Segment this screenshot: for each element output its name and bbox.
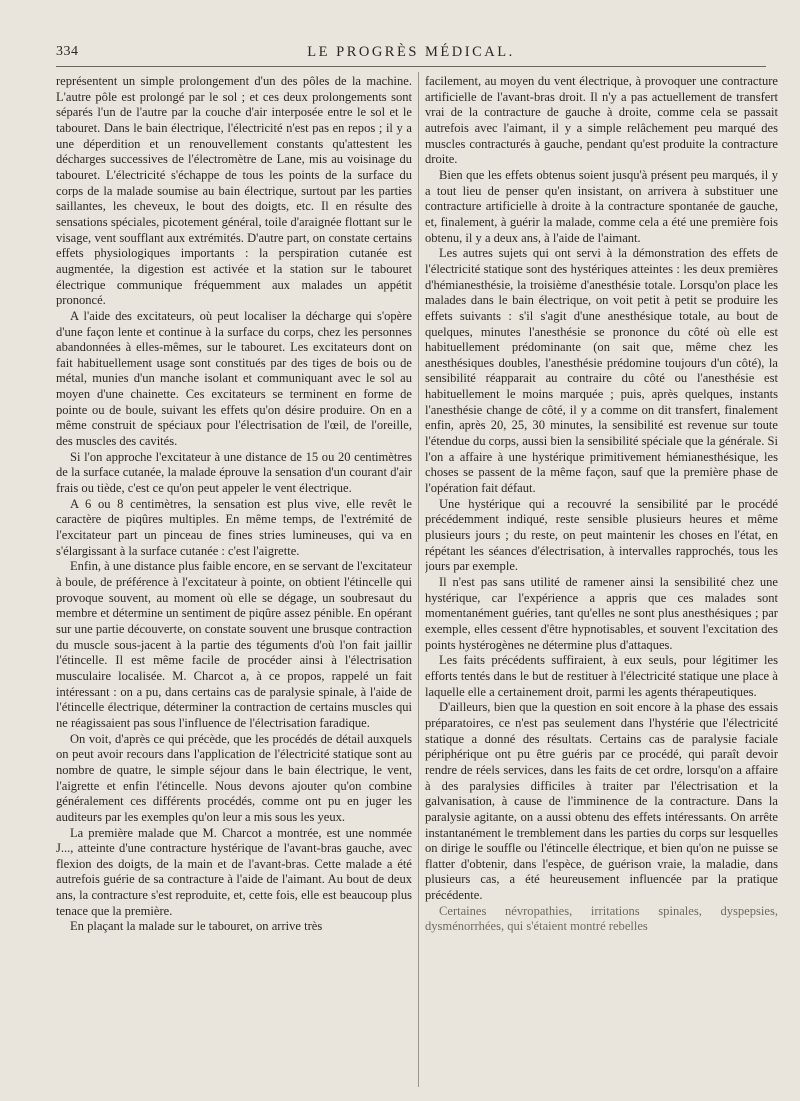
left-column xyxy=(56,74,412,1084)
paragraph: Les autres sujets qui ont servi à la démonstration des effets de l'électricité statique sont des hystériques atteintes : les deux premières d'hémianesthésie, la troisième d'anesthésie totale. Lorsqu'on place les malades dans le bain électrique, on voit petit à petit se produire les effets suivants : s'il s'agit d'une anesthésique totale, au bout de quelques, minutes l'anesthésie se prononce du côté où elle est habituellement prédominante (on sait que, même chez les anesthésiques doubles, l'anesthésie prédomine toujours d'un côté), la sensibilité réapparait au contraire du côté ou l'anesthésie est habituellement le moins marquée ; puis, après quelques, instants l'anesthésie change de côté, il y a comme on dit transfert, finalement enfin, après 20, 25, 30 minutes, la sensibilité est revenue sur toute l'étendue du corps, aussi bien la sensibilité spéciale que la générale. Si l'on a affaire à une hystérique primitivement hémianesthésique, les choses se passent de la même façon, sauf que la première phase de l'opération fait défaut. xyxy=(425,246,778,496)
paragraph: Bien que les effets obtenus soient jusqu'à présent peu marqués, il y a tout lieu de penser qu'en insistant, on arrivera à substituer une contracture artificielle à droite à la contracture spontanée de gauche, et, finalement, à guérir la malade, comme cela a été une première fois obtenu, il y a deux ans, à l'aide de l'aimant. xyxy=(425,167,778,245)
paragraph: On voit, d'après ce qui précède, que les procédés de détail auxquels on peut avoir recours dans l'application de l'électricité statique sont au nombre de quatre, le simple séjour dans le bain électrique, le vent, l'aigrette et enfin l'étincelle. Nous devons ajouter qu'on combine généralement ces différents procédés, comme ont pu en juger les auditeurs par les exemples qu'on leur a mis sous les yeux. xyxy=(56,731,412,824)
paragraph: représentent un simple prolongement d'un des pôles de la machine. L'autre pôle est prolongé par le sol ; et ces deux prolongements sont séparés l'un de l'autre par la couche d'air interposée entre le sol et le tabouret. Dans le bain électrique, l'électricité n'est pas en repos ; il y a une déperdition et un renouvellement constants qu'attestent les décharges successives de l'électromètre de Lane, mis au voisinage du tabouret. L'électricité s'échappe de tous les points de la surface du corps de la malade soumise au bain électrique, surtout par les parties saillantes, les cheveux, le bout des doigts, etc. Il en résulte des sensations spéciales, picotement général, toile d'araignée flottant sur le visage, vent soufflant aux extrémités. D'autre part, on constate certains effets physiologiques importants : la perspiration cutanée est augmentée, la digestion est activée et la station sur le tabouret électrique communique fréquemment aux malades un appétit prononcé. xyxy=(56,74,412,308)
page-number: 334 xyxy=(56,44,79,59)
column-divider xyxy=(418,72,419,1087)
page-header xyxy=(56,44,766,67)
paragraph: A 6 ou 8 centimètres, la sensation est plus vive, elle revêt le caractère de piqûres multiples. En même temps, de l'extrémité de l'excitateur part un pinceau de fines stries lumineuses, qui va en s'élargissant à la surface cutanée : c'est l'aigrette. xyxy=(56,496,412,558)
paragraph: A l'aide des excitateurs, où peut localiser la décharge qui s'opère d'une façon lente et continue à la surface du corps, chez les personnes abandonnées à elles-mêmes, sur le tabouret. Les excitateurs dont on fait habituellement usage sont constitués par des tiges de bois ou de métal, munies d'un manche isolant et communiquant avec le sol au moyen d'une chainette. Ces excitateurs se terminent en forme de pointe ou de boule, suivant les effets qu'on désire produire. On en a même construit de spéciaux pour l'électrisation de l'œil, de l'oreille, des muscles des cavités. xyxy=(56,308,412,449)
paragraph: Il n'est pas sans utilité de ramener ainsi la sensibilité chez une hystérique, car l'expérience a appris que ces malades sont momentanément guéries, tant qu'elles ne sont plus anesthésiques ; par exemple, elles cessent d'être hypnotisables, et souvent l'excitation des points hystérogènes ne détermine plus d'attaques. xyxy=(425,575,778,652)
paragraph: Certaines névropathies, irritations spinales, dyspepsies, dysménorrhées, qui s'étaient montré rebelles xyxy=(425,903,778,934)
paragraph: Si l'on approche l'excitateur à une distance de 15 ou 20 centimètres de la surface cutanée, la malade éprouve la sensation d'un courant d'air frais ou tiède, c'est ce qu'on peut appeler le vent électrique. xyxy=(56,449,412,496)
paragraph: Une hystérique qui a recouvré la sensibilité par le procédé précédemment indiqué, reste sensible plusieurs heures et même plusieurs jours ; du reste, on peut maintenir les choses en l'état, en répétant les séances d'électrisation, à intervalles rapprochés, tous les jours par exemple. xyxy=(425,496,778,574)
paragraph: D'ailleurs, bien que la question en soit encore à la phase des essais préparatoires, ce n'est pas seulement dans l'hystérie que l'électricité statique a donné des résultats. Certains cas de paralysie faciale périphérique ont pu être guéris par ce procédé, qui paraît devoir rendre de réels services, dans les faits de cet ordre, lorsqu'on a affaire à des paralysies difficiles à traiter par l'électrisation et la galvanisation, à cause de l'imminence de la contracture. Dans la paralysie agitante, on a aussi obtenu des effets intéressants. On arrête instantanément le tremblement dans les parties du corps sur lesquelles on dirige le souffle ou l'étincelle électrique, et bien qu'on ne puisse se flatter d'obtenir, dans l'espèce, de guérison vraie, la maladie, dans plusieurs cas, a été heureusement influencée par la pratique précédente. xyxy=(425,700,778,903)
paragraph: Enfin, à une distance plus faible encore, en se servant de l'excitateur à boule, de préférence à l'excitateur à pointe, on obtient l'étincelle qui provoque souvent, au moment où elle se dégage, un soubresaut du membre et détermine un sentiment de piqûre assez pénible. En opérant sur une partie découverte, on constate souvent une brusque contraction du muscle sous-jacent à la partie des téguments d'où l'on fait jaillir l'étincelle. Il est même facile de procéder ainsi à l'électrisation musculaire localisée. M. Charcot a, à ce propos, rappelé un fait intéressant : on a pu, dans certains cas de paralysie spinale, à l'aide de l'étincelle électrique, déterminer la contraction de certains muscles qui ne réagissaient pas sous l'influence de l'électrisation faradique. xyxy=(56,559,412,730)
paragraph: La première malade que M. Charcot a montrée, est une nommée J..., atteinte d'une contracture hystérique de l'avant-bras gauche, avec flexion des doigts, de la main et de l'avant-bras. Cette malade a été autrefois guérie de sa contracture à l'aide de l'aimant. Au bout de deux ans, la contracture s'est reproduite, et, cette fois, elle est beaucoup plus tenace que la première. xyxy=(56,825,412,918)
right-column xyxy=(425,74,778,1084)
paragraph: En plaçant la malade sur le tabouret, on arrive très xyxy=(70,919,323,934)
paragraph: Les faits précédents suffiraient, à eux seuls, pour légitimer les efforts tentés dans le but de restituer à l'électricité statique une place à laquelle elle a certainement droit, parmi les agents thérapeutiques. xyxy=(425,653,778,699)
paragraph: facilement, au moyen du vent électrique, à provoquer une contracture artificielle de l'avant-bras droit. Il n'y a pas actuellement de transfert vrai de la contracture de gauche à droite, comme cela se passait autrefois avec l'aimant, il y a simple relâchement peu marqué des muscles contracturés à gauche, pendant qu'est produite la contracture droite. xyxy=(425,74,778,167)
running-title: LE PROGRÈS MÉDICAL. xyxy=(307,44,515,60)
